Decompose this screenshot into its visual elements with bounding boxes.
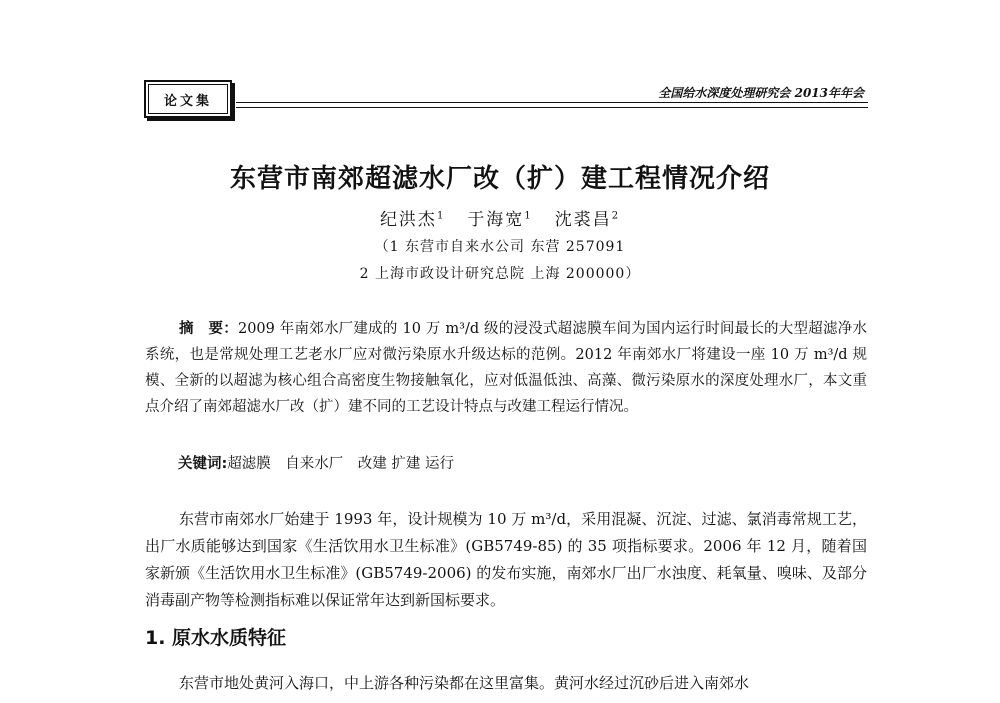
header-rule [236, 102, 868, 103]
author-name: 纪洪杰 [379, 210, 437, 230]
abstract-text: 2009 年南郊水厂建成的 10 万 m³/d 级的浸没式超滤膜车间为国内运行时间最长的大型超滤净水系统，也是常规处理工艺老水厂应对微污染原水升级达标的范例。2012 年南郊水厂将建设一座 10 万 m³/d 规模、全新的以超滤为核心组合高密度生物接触氧化，应对低温低浊、高藻、微污染原水的深度处理水厂，本文重点介绍了南郊超滤水厂改（扩）建不同的工艺设计特点与改建工程运行情况。 [145, 321, 868, 415]
header-rule-thin [236, 107, 868, 108]
author-affil-mark: 1 [436, 210, 446, 222]
conference-name: 全国给水深度处理研究会 2013年年会 [658, 86, 864, 100]
abstract-label: 摘 要： [179, 321, 238, 337]
affiliation-1: （1 东营市自来水公司 东营 257091 [374, 239, 626, 255]
section-label-box [144, 80, 232, 118]
author-affil-mark: 1 [524, 210, 533, 222]
author-name: 于海宽 [467, 210, 525, 230]
abstract [145, 316, 867, 420]
author-affil-mark: 2 [611, 210, 621, 222]
keywords-label: 关键词: [178, 456, 228, 472]
author-name: 沈裘昌 [554, 210, 612, 230]
keywords [178, 452, 454, 473]
intro-paragraph: 东营市南郊水厂始建于 1993 年，设计规模为 10 万 m³/d，采用混凝、沉淀、过滤、氯消毒常规工艺，出厂水质能够达到国家《生活饮用水卫生标准》(GB5749-85) 的 35 项指标要求。2006 年 12 月，随着国家新颁《生活饮用水卫生标准》(GB5749-2006) 的发布实施，南郊水厂出厂水浊度、耗氧量、嗅味、及部分消毒副产物等检测指标难以保证常年达到新国标要求。 [145, 510, 867, 609]
section-heading: 1. 原水水质特征 [145, 627, 287, 649]
affiliation-2: 2 上海市政设计研究总院 上海 200000） [359, 266, 641, 282]
paper-title: 东营市南郊超滤水厂改（扩）建工程情况介绍 [229, 164, 770, 194]
section-label: 论文集 [148, 84, 228, 114]
section-paragraph: 东营市地处黄河入海口，中上游各种污染都在这里富集。黄河水经过沉砂后进入南郊水 [179, 674, 750, 692]
keywords-text: 超滤膜 自来水厂 改建 扩建 运行 [227, 456, 455, 472]
author-list [0, 205, 1000, 230]
